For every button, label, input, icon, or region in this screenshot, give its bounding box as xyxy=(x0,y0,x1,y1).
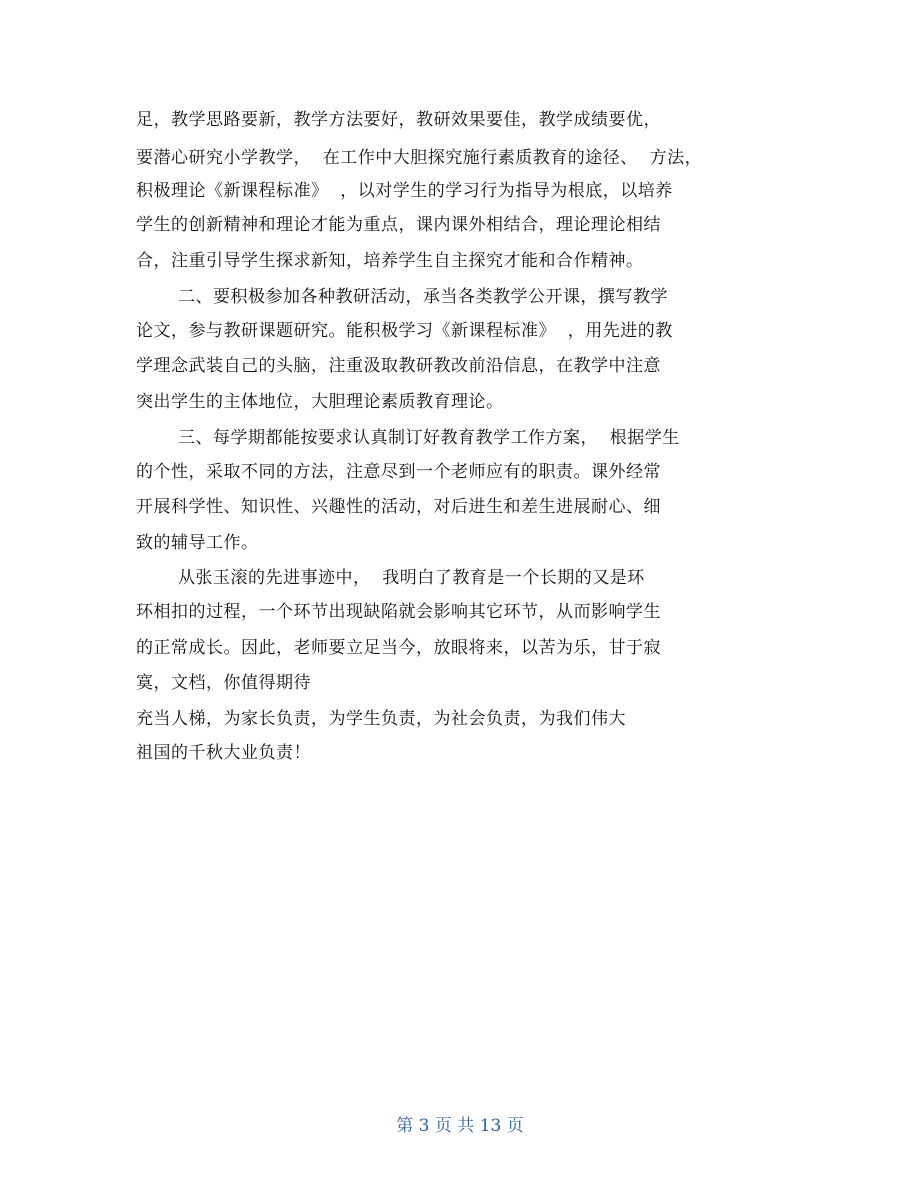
text-line-7: 论文，参与教研课题研究。能积极学习《新课程标准》 ，用先进的教 xyxy=(136,321,673,341)
page-number-footer: 第 3 页 共 13 页 xyxy=(396,1116,524,1136)
text-line-16: 的正常成长。因此，老师要立足当今，放眼将来，以苦为乐，甘于寂 xyxy=(136,638,661,658)
text-line-1: 足，教学思路要新，教学方法要好，教研效果要佳，教学成绩要优， xyxy=(136,110,661,130)
text-line-14: 从张玉滚的先进事迹中， 我明白了教育是一个长期的又是环 xyxy=(178,568,645,588)
text-line-8: 学理念武装自己的头脑，注重汲取教研教改前沿信息，在教学中注意 xyxy=(136,356,661,376)
text-line-9: 突出学生的主体地位，大胆理论素质教育理论。 xyxy=(136,392,504,412)
text-line-17: 寞，文档，你值得期待 xyxy=(136,673,311,693)
text-line-5: 合，注重引导学生探求新知，培养学生自主探究才能和合作精神。 xyxy=(136,251,644,271)
text-line-13: 致的辅导工作。 xyxy=(136,533,259,553)
text-line-12: 开展科学性、知识性、兴趣性的活动，对后进生和差生进展耐心、细 xyxy=(136,497,661,517)
text-line-6: 二、要积极参加各种教研活动，承当各类教学公开课，撰写教学 xyxy=(178,287,668,307)
text-line-10: 三、每学期都能按要求认真制订好教育教学工作方案， 根据学生 xyxy=(178,428,680,448)
text-line-18: 充当人梯，为家长负责，为学生负责，为社会负责，为我们伟大 xyxy=(136,709,626,729)
text-line-3: 积极理论《新课程标准》 ，以对学生的学习行为指导为根底，以培养 xyxy=(136,181,673,201)
text-line-15: 环相扣的过程，一个环节出现缺陷就会影响其它环节，从而影响学生 xyxy=(136,602,661,622)
text-line-4: 学生的创新精神和理论才能为重点，课内课外相结合，理论理论相结 xyxy=(136,215,661,235)
text-line-11: 的个性，采取不同的方法，注意尽到一个老师应有的职责。课外经常 xyxy=(136,462,661,482)
text-line-2: 要潜心研究小学教学， 在工作中大胆探究施行素质教育的途径、 方法， xyxy=(136,148,703,168)
text-line-19: 祖国的千秋大业负责！ xyxy=(136,743,311,763)
